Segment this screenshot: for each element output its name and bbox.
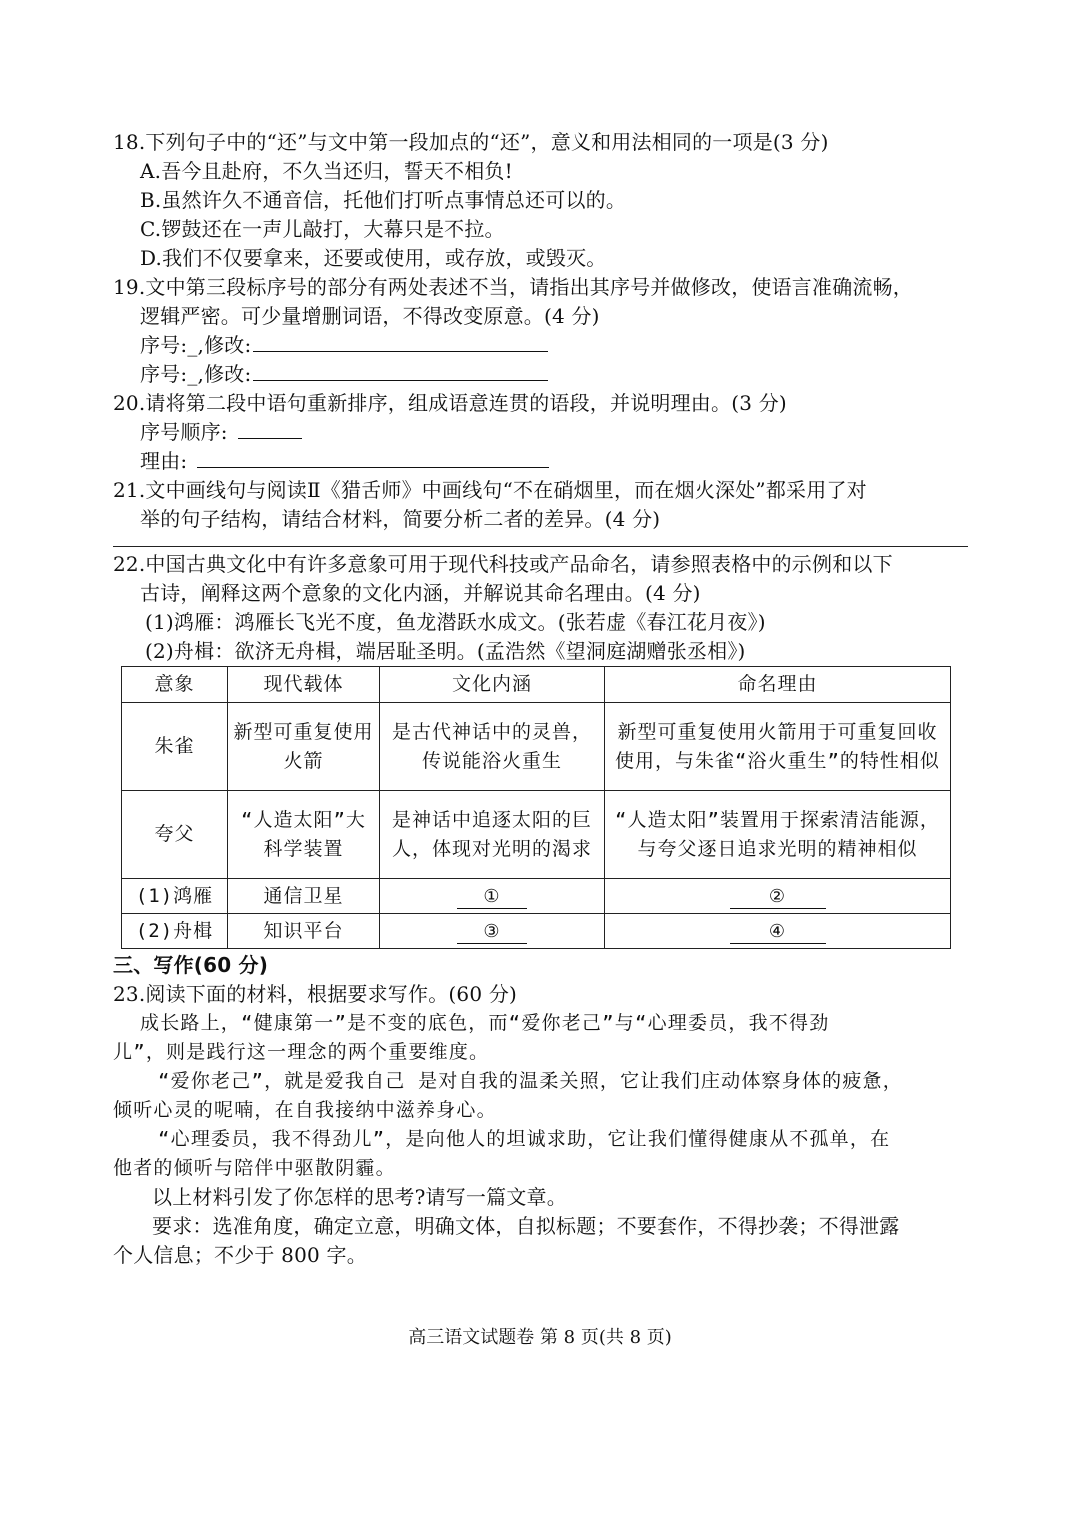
cell-reason	[605, 879, 951, 914]
q22-stem-line2: 古诗，阐释这两个意象的文化内涵，并解说其命名理由。(4 分)	[140, 581, 701, 605]
q18-option-c: C.锣鼓还在一声儿敲打，大幕只是不拉。	[140, 217, 505, 241]
q20-order	[140, 418, 302, 446]
q19-answer-blank-2[interactable]	[253, 360, 548, 381]
q19-stem-line2: 逻辑严密。可少量增删词语，不得改变原意。(4 分)	[140, 304, 600, 328]
q20-order-label: 序号顺序:	[140, 420, 228, 444]
q23-material-line-6: 他者的倾听与陪伴中驱散阴霾。	[113, 1157, 396, 1179]
q20-reason-label: 理由:	[140, 449, 188, 473]
q22-poem-2: (2)舟楫：欲济无舟楫，端居耻圣明。(孟浩然《望洞庭湖赠张丞相》)	[145, 639, 746, 663]
culture-table	[121, 666, 951, 949]
cell-meaning	[380, 914, 605, 949]
cell-reason: “人造太阳”装置用于探索清洁能源，与夸父逐日追求光明的精神相似	[605, 791, 951, 879]
q23-material-line-5: “心理委员，我不得劲儿”，是向他人的坦诚求助，它让我们懂得健康从不孤单，在	[158, 1128, 891, 1150]
cell-reason	[605, 914, 951, 949]
q23-prompt: 以上材料引发了你怎样的思考?请写一篇文章。	[152, 1185, 567, 1209]
q23-material-line-4: 倾听心灵的呢喃，在自我接纳中滋养身心。	[113, 1099, 497, 1121]
table-row	[122, 791, 951, 879]
q23-requirement-line-1: 要求：选准角度，确定立意，明确文体，自拟标题；不要套作，不得抄袭；不得泄露	[152, 1214, 900, 1238]
table-row	[122, 703, 951, 791]
q23-stem: 23.阅读下面的材料，根据要求写作。(60 分)	[113, 982, 518, 1006]
q23-material-line-3: “爱你老己”，就是爱我自己 是对自我的温柔关照，它让我们庄动体察身体的疲惫，	[158, 1070, 903, 1092]
section-writing-title: 三、写作(60 分)	[113, 953, 269, 977]
q23-material-line-2: 儿”，则是践行这一理念的两个重要维度。	[113, 1041, 490, 1063]
header-reason: 命名理由	[605, 667, 951, 703]
q19-answer-label-1: 序号:_,修改:	[140, 333, 252, 357]
q19-answer-2	[140, 360, 548, 388]
header-image: 意象	[122, 667, 228, 703]
cell-image: (2)舟楫	[122, 914, 228, 949]
answer-blank-1[interactable]: ①	[457, 886, 527, 909]
q21-stem-line1: 21.文中画线句与阅读Ⅱ《猎舌师》中画线句“不在硝烟里，而在烟火深处”都采用了对	[113, 478, 867, 502]
table-header-row	[122, 667, 951, 703]
cell-carrier: “人造太阳”大科学装置	[228, 791, 380, 879]
q22-stem-line1: 22.中国古典文化中有许多意象可用于现代科技或产品命名，请参照表格中的示例和以下	[113, 552, 893, 576]
q22-poem-1: (1)鸿雁：鸿雁长飞光不度，鱼龙潜跃水成文。(张若虚《春江花月夜》)	[145, 610, 766, 634]
header-meaning: 文化内涵	[380, 667, 605, 703]
q20-reason	[140, 447, 549, 475]
answer-blank-3[interactable]: ③	[457, 921, 527, 944]
cell-carrier: 知识平台	[228, 914, 380, 949]
answer-blank-4[interactable]: ④	[730, 921, 826, 944]
q23-material-line-1: 成长路上，“健康第一”是不变的底色，而“爱你老己”与“心理委员，我不得劲	[140, 1012, 830, 1034]
q20-stem: 20.请将第二段中语句重新排序，组成语意连贯的语段，并说明理由。(3 分)	[113, 391, 787, 415]
cell-image: 夸父	[122, 791, 228, 879]
q20-reason-blank[interactable]	[197, 447, 549, 468]
cell-meaning	[380, 879, 605, 914]
q21-stem-line2: 举的句子结构，请结合材料，简要分析二者的差异。(4 分)	[140, 507, 661, 531]
cell-meaning: 是神话中追逐太阳的巨人，体现对光明的渴求	[380, 791, 605, 879]
cell-carrier: 通信卫星	[228, 879, 380, 914]
q18-option-d: D.我们不仅要拿来，还要或使用，或存放，或毁灭。	[140, 246, 607, 270]
q19-answer-blank-1[interactable]	[253, 331, 548, 352]
q18-option-a: A.吾今且赴府，不久当还归，誓天不相负!	[140, 159, 513, 183]
cell-reason: 新型可重复使用火箭用于可重复回收使用，与朱雀“浴火重生”的特性相似	[605, 703, 951, 791]
q19-answer-label-2: 序号:_,修改:	[140, 362, 252, 386]
cell-image: 朱雀	[122, 703, 228, 791]
table-row	[122, 914, 951, 949]
q19-answer-1	[140, 331, 548, 359]
q23-requirement-line-2: 个人信息；不少于 800 字。	[113, 1243, 367, 1267]
q19-stem-line1: 19.文中第三段标序号的部分有两处表述不当，请指出其序号并做修改，使语言准确流畅，	[113, 275, 914, 299]
table-row	[122, 879, 951, 914]
q18-stem: 18.下列句子中的“还”与文中第一段加点的“还”，意义和用法相同的一项是(3 分)	[113, 130, 829, 154]
cell-carrier: 新型可重复使用火箭	[228, 703, 380, 791]
q18-option-b: B.虽然许久不通音信，托他们打听点事情总还可以的。	[140, 188, 627, 212]
q20-order-blank[interactable]	[238, 418, 302, 439]
cell-meaning: 是古代神话中的灵兽，传说能浴火重生	[380, 703, 605, 791]
cell-image: (1)鸿雁	[122, 879, 228, 914]
page-footer: 高三语文试题卷 第 8 页(共 8 页)	[408, 1327, 672, 1348]
section-divider	[113, 546, 968, 547]
header-carrier: 现代载体	[228, 667, 380, 703]
answer-blank-2[interactable]: ②	[730, 886, 826, 909]
